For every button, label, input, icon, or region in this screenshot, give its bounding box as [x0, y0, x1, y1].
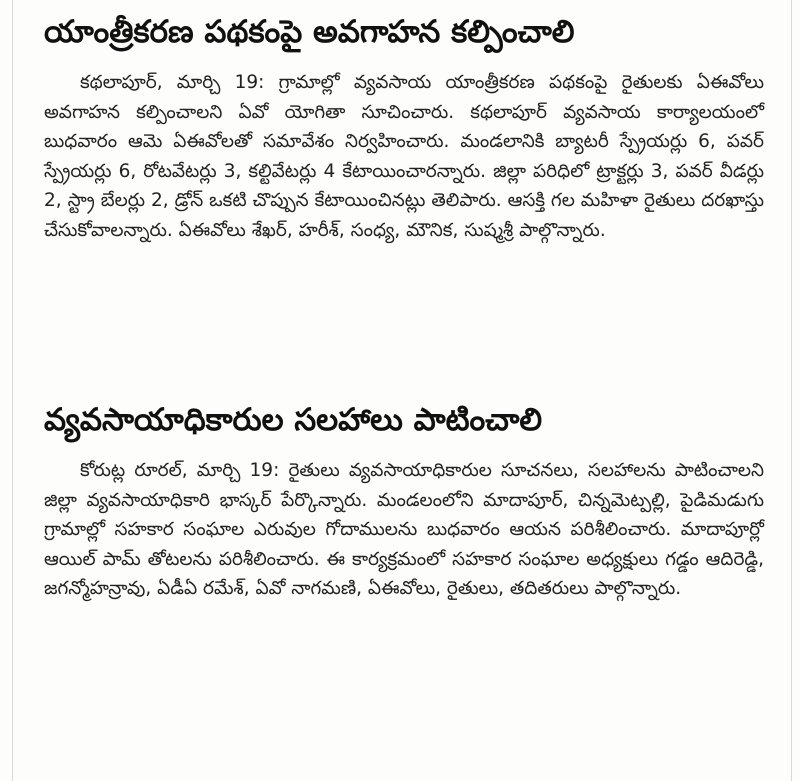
article-headline: వ్యవసాయాధికారుల సలహాలు పాటించాలి: [44, 402, 543, 438]
article-officials-advice: [44, 398, 764, 604]
right-column-rule: [791, 0, 792, 781]
article-body: కోరుట్ల రూరల్, మార్చి 19: రైతులు వ్యవసాయాధికారుల సూచనలు, సలహాలను పాటించాలని జిల్లా వ్యవసాయాధికారి భాస్కర్ పేర్కొన్నారు. మండలంలోని మాదాపూర్, చిన్నమెట్పల్లి, పైడిమడుగు గ్రామాల్లో సహకార సంఘాల ఎరువుల గోదాములను బుధవారం ఆయన పరిశీలించారు. మాదాపూర్లో ఆయిల్ పామ్ తోటలను పరిశీలించారు. ఈ కార్యక్రమంలో సహకార సంఘాల అధ్యక్షులు గడ్డం ఆదిరెడ్డి, జగన్మోహన్రావు, ఏడీఏ రమేశ్, ఏవో నాగమణి, ఏఈవోలు, రైతులు, తదితరులు పాల్గొన్నారు.: [44, 460, 764, 599]
article-mechanization-scheme: [44, 10, 764, 245]
left-column-rule: [12, 0, 13, 781]
article-headline: యాంత్రీకరణ పథకంపై అవగాహన కల్పించాలి: [44, 14, 575, 50]
article-body: కథలాపూర్, మార్చి 19: గ్రామాల్లో వ్యవసాయ యాంత్రీకరణ పథకంపై రైతులకు ఏఈవోలు అవగాహన కల్పించాలని ఏవో యోగితా సూచించారు. కథలాపూర్ వ్యవసాయ కార్యాలయంలో బుధవారం ఆమె ఏఈవోలతో సమావేశం నిర్వహించారు. మండలానికి బ్యాటరీ స్ప్రేయర్లు 6, పవర్ స్ప్రేయర్లు 6, రోటవేటర్లు 3, కల్టివేటర్లు 4 కేటాయించారన్నారు. జిల్లా పరిధిలో ట్రాక్టర్లు 3, పవర్ వీడర్లు 2, స్ట్రా బేలర్లు 2, డ్రోన్ ఒకటి చొప్పున కేటాయించినట్లు తెలిపారు. ఆసక్తి గల మహిళా రైతులు దరఖాస్తు చేసుకోవాలన్నారు. ఏఈవోలు శేఖర్, హరీశ్, సంధ్య, మౌనిక, సుష్మశ్రీ పాల్గొన్నారు.: [44, 72, 764, 241]
